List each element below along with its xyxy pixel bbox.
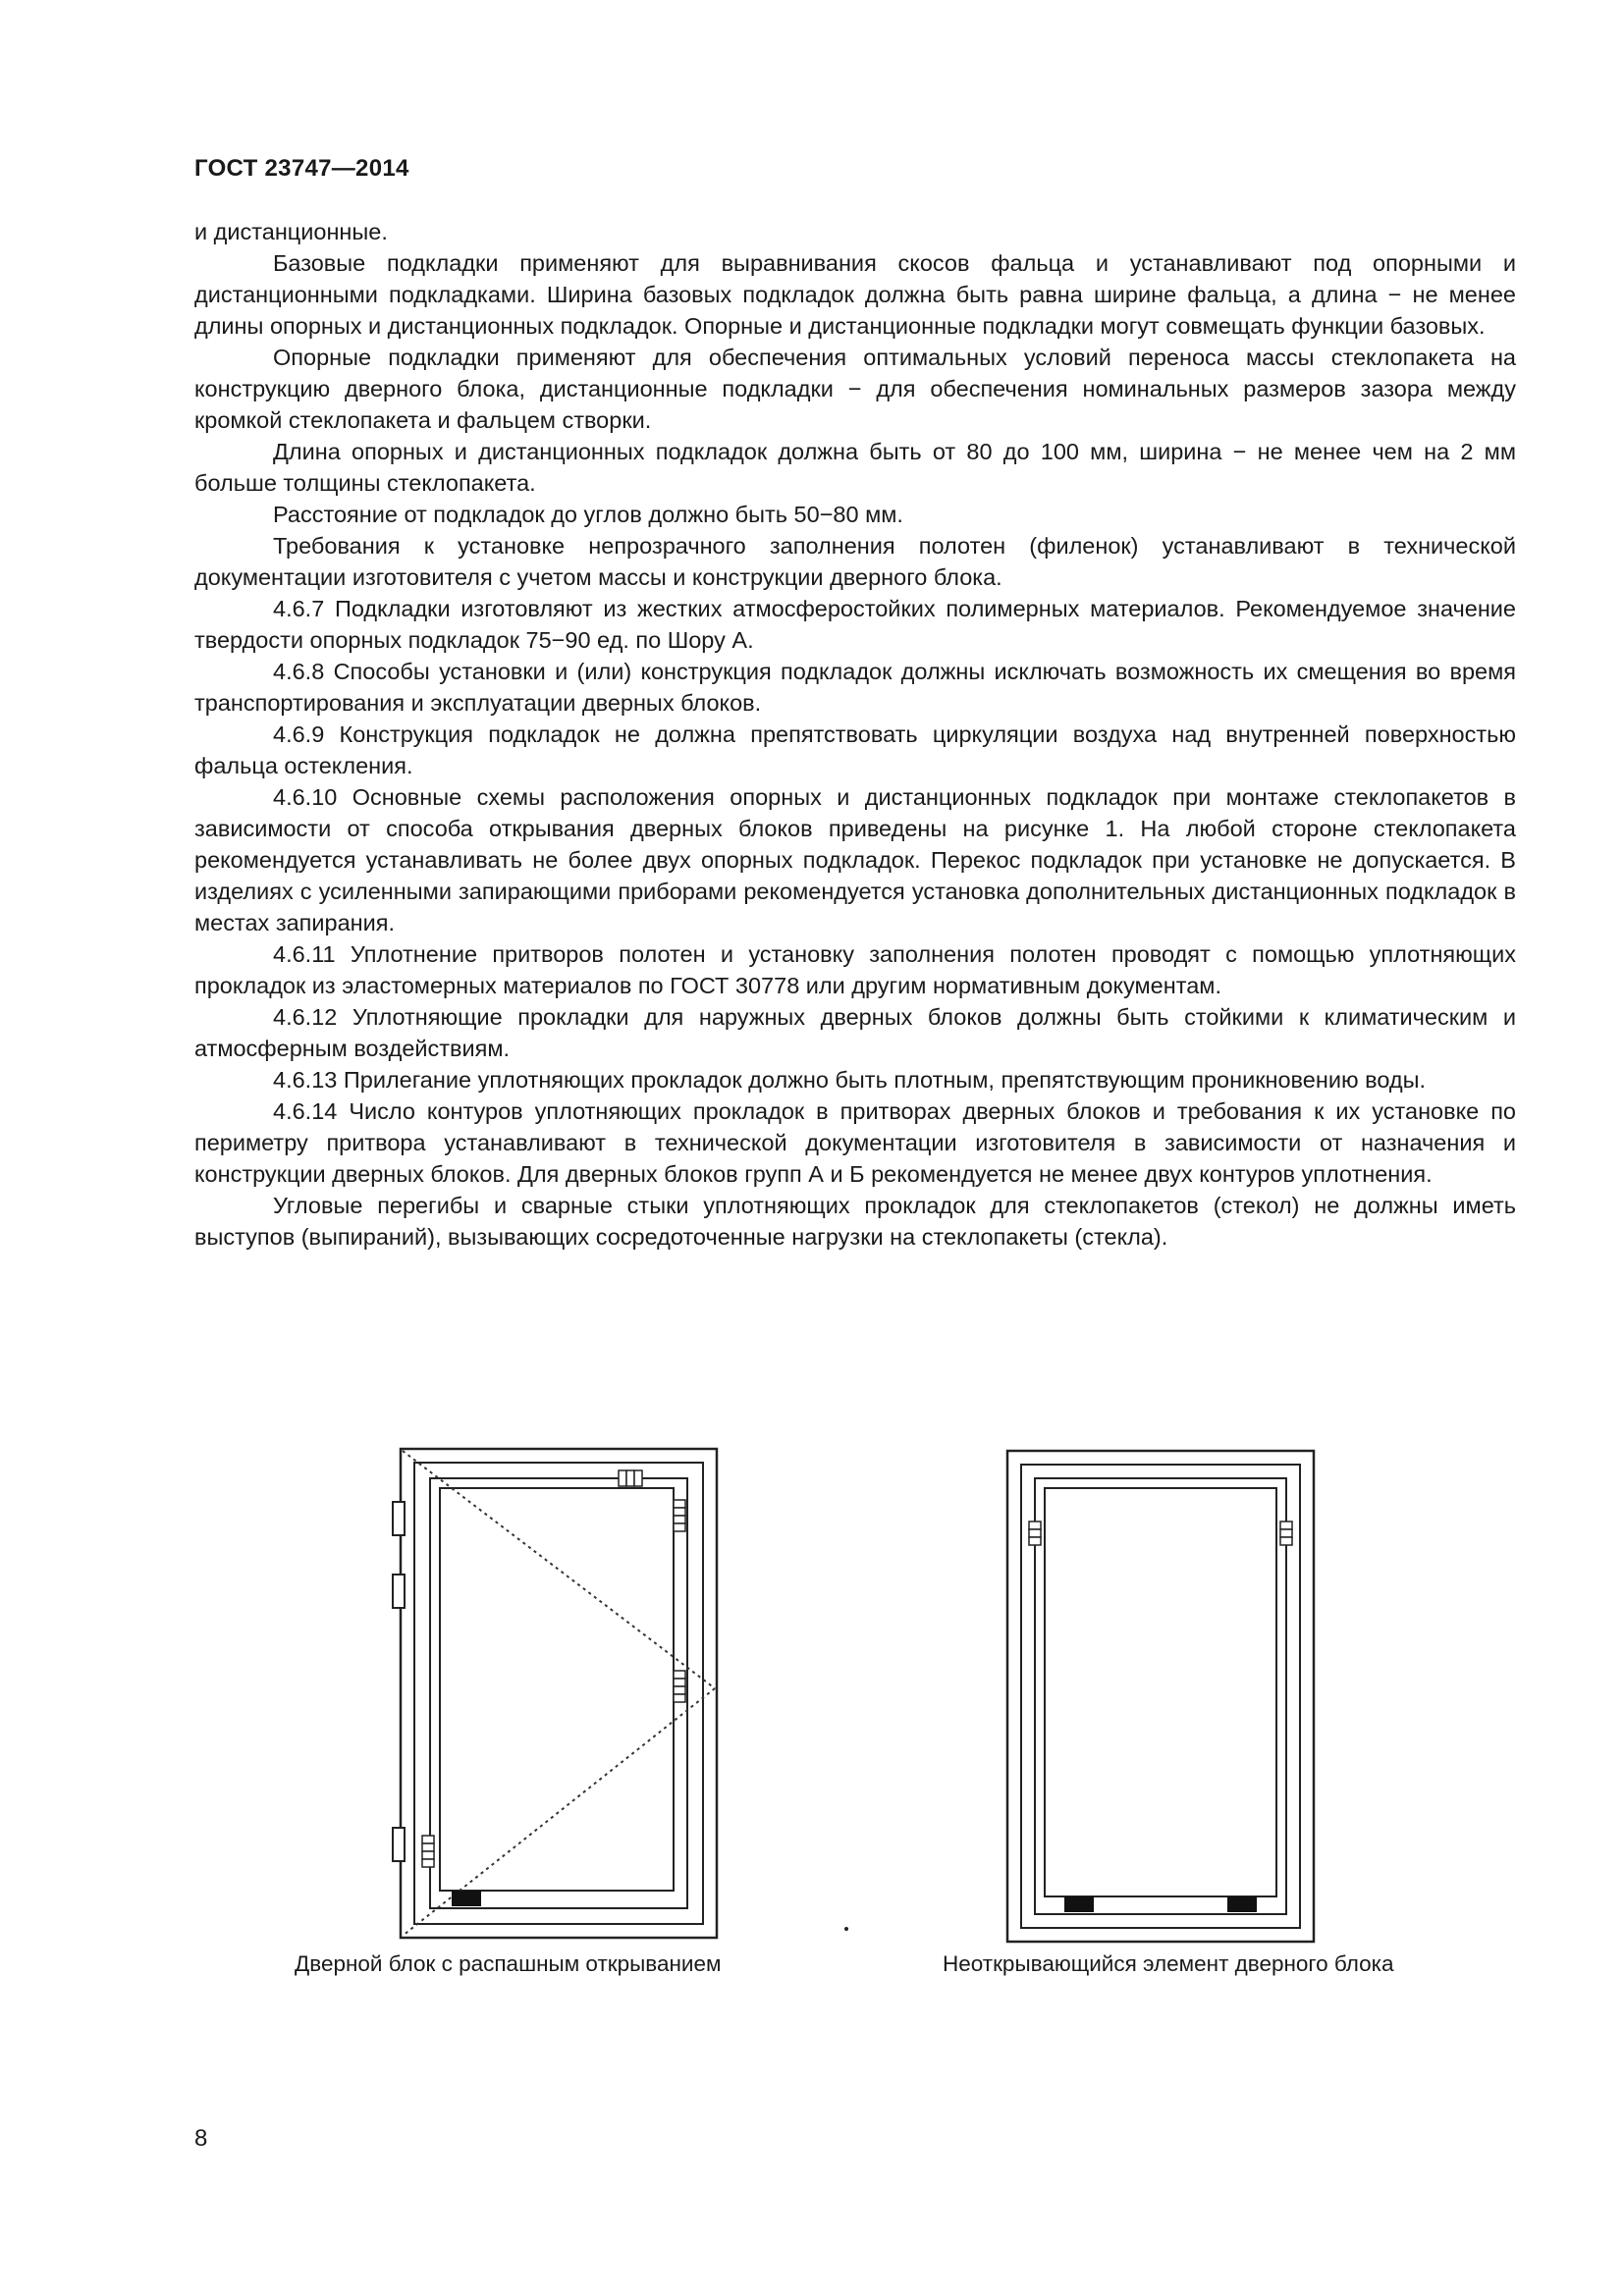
paragraph: Длина опорных и дистанционных подкладок должна быть от 80 до 100 мм, ширина − не менее чем на 2 мм больше толщины стеклопакета.: [194, 439, 1516, 496]
outer-frame: [401, 1449, 717, 1938]
hinge-icon: [393, 1502, 405, 1861]
paragraph-4-6-8: 4.6.8 Способы установки и (или) конструкция подкладок должны исключать возможность их смещения во время транспортирования и эксплуатации дверных блоков.: [194, 659, 1516, 716]
figure-fixed-element: [1000, 1447, 1322, 1948]
paragraph: Расстояние от подкладок до углов должно быть 50−80 мм.: [273, 502, 903, 527]
document-header: ГОСТ 23747—2014: [194, 155, 409, 182]
paragraph-4-6-7: 4.6.7 Подкладки изготовляют из жестких атмосферостойких полимерных материалов. Рекомендуемое значение твердости опорных подкладок 75−90 ед. по Шору А.: [194, 596, 1516, 653]
paragraph-4-6-14: 4.6.14 Число контуров уплотняющих прокладок в притворах дверных блоков и требования к их установке по периметру притвора устанавливают в технической документации изготовителя в зависимости от назначения и конструкции дверных блоков. Для дверных блоков групп А и Б рекомендуется не менее двух контуров уплотнения.: [194, 1098, 1516, 1187]
support-pad: [452, 1891, 481, 1906]
paragraph-4-6-11: 4.6.11 Уплотнение притворов полотен и установку заполнения полотен проводят с помощью уплотняющих прокладок из эластомерных материалов по ГОСТ 30778 или другим нормативным документам.: [194, 941, 1516, 998]
paragraph-4-6-13: 4.6.13 Прилегание уплотняющих прокладок должно быть плотным, препятствующим проникновению воды.: [273, 1067, 1427, 1093]
support-pad: [1064, 1896, 1094, 1912]
paragraph-4-6-12: 4.6.12 Уплотняющие прокладки для наружных дверных блоков должны быть стойкими к климатическим и атмосферным воздействиям.: [194, 1004, 1516, 1061]
sash-edge: [1035, 1478, 1286, 1914]
figure-caption-left: Дверной блок с распашным открыванием: [295, 1951, 722, 1976]
sash-edge: [430, 1478, 687, 1908]
paragraph-4-6-10: 4.6.10 Основные схемы расположения опорных и дистанционных подкладок при монтаже стеклопакетов в зависимости от способа открывания дверных блоков приведены на рисунке 1. На любой стороне стеклопакета рекомендуется устанавливать не более двух опорных подкладок. Перекос подкладок при установке не допускается. В изделиях с усиленными запирающими приборами рекомендуется установка дополнительных дистанционных подкладок в местах запирания.: [194, 784, 1516, 935]
page-number: 8: [194, 2125, 208, 2152]
glass-unit: [440, 1488, 674, 1891]
paragraph: Базовые подкладки применяют для выравнивания скосов фальца и устанавливают под опорными и дистанционными подкладками. Ширина базовых подкладок должна быть равна ширине фальца, а длина − не менее длины опорных и дистанционных подкладок. Опорные и дистанционные подкладки могут совмещать функции базовых.: [194, 250, 1516, 339]
frame-inner-edge: [1021, 1465, 1300, 1928]
spacer-pads: [1029, 1522, 1292, 1545]
paragraph: Опорные подкладки применяют для обеспечения оптимальных условий переноса массы стеклопакета на конструкцию дверного блока, дистанционные подкладки − для обеспечения номинальных размеров зазора между кромкой стеклопакета и фальцем створки.: [194, 345, 1516, 433]
figure-hinged-door: [391, 1443, 725, 1944]
stray-dot: [844, 1927, 848, 1931]
spacer-pads: [422, 1470, 685, 1867]
paragraph: Требования к установке непрозрачного заполнения полотен (филенок) устанавливают в технической документации изготовителя с учетом массы и конструкции дверного блока.: [194, 533, 1516, 590]
figure-caption-right: Неоткрывающийся элемент дверного блока: [943, 1951, 1394, 1976]
paragraph: и дистанционные.: [194, 219, 388, 244]
paragraph: Угловые перегибы и сварные стыки уплотняющих прокладок для стеклопакетов (стекол) не должны иметь выступов (выпираний), вызывающих сосредоточенные нагрузки на стеклопакеты (стекла).: [194, 1193, 1516, 1250]
paragraph-4-6-9: 4.6.9 Конструкция подкладок не должна препятствовать циркуляции воздуха над внутренней поверхностью фальца остекления.: [194, 721, 1516, 778]
outer-frame: [1007, 1451, 1314, 1942]
glass-unit: [1045, 1488, 1276, 1896]
frame-inner-edge: [414, 1463, 703, 1924]
support-pad: [1227, 1896, 1257, 1912]
body-text: [194, 216, 1516, 1253]
opening-diagonals: [403, 1451, 715, 1936]
